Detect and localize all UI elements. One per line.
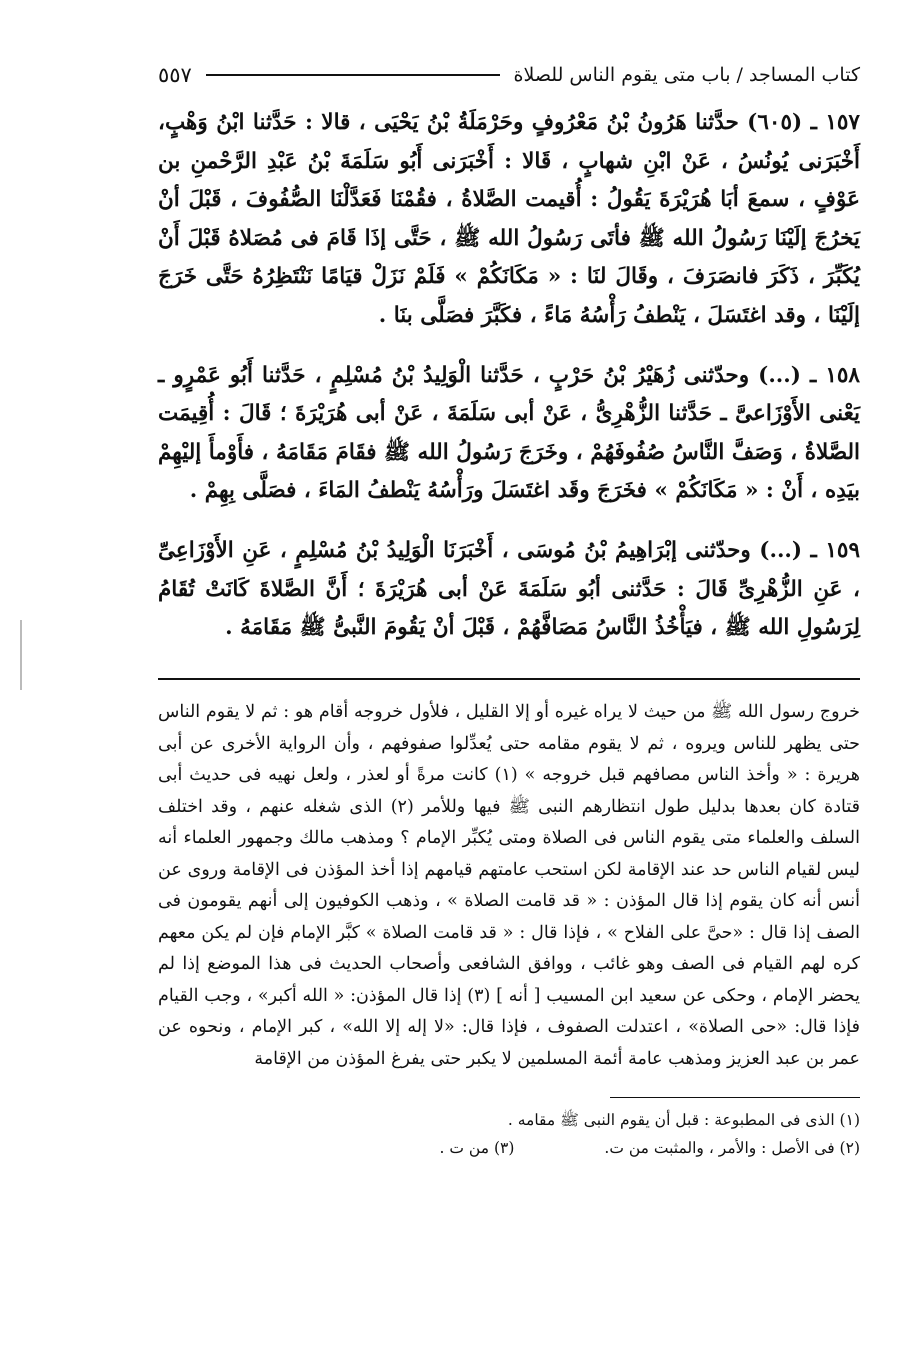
footnote-2-3: [158, 1134, 860, 1162]
hadith-158: [158, 357, 860, 511]
header-rule: [206, 74, 500, 76]
page-number: ٥٥٧: [158, 63, 192, 87]
hadith-text: حدَّثنا هَرُونُ بْنُ مَعْرُوفٍ وحَرْمَلَةُ بْنُ يَحْيَى ، قالا : حَدَّثنا ابْنُ وَهْبٍ، أَخْبَرَنى يُونُسُ ، عَنْ ابْنِ شهابٍ ، قَالا : أَخْبَرَنى أَبُو سَلَمَةَ بْنُ عَبْدِ الرَّحْمنِ بن عَوْفٍ ، سمعَ أبَا هُرَيْرَةَ يَقُولُ : أُقيمت الصَّلاةُ ، فقُمْنَا فَعَدَّلْنَا الصُّفُوفَ ، قَبْلَ أنْ يَخرُجَ إلَيْنَا رَسُولُ الله ﷺ فأتَى رَسُولُ الله ﷺ ، حَتَّى إذَا قَامَ فى مُصَلاهُ قَبْلَ أَنْ يُكَبِّرَ ، ذَكَرَ فانصَرَفَ ، وقَالَ لنَا : « مَكَانَكُمْ » فَلَمْ نَزَلْ قيَامًا نَنْتَظِرُهُ حَتَّى خَرَجَ إلَيْنَا ، وقد اغتَسَلَ ، يَنْطفُ رَأْسُهُ مَاءً ، فكَبَّرَ فصَلَّى بنَا .: [158, 110, 860, 328]
commentary-text: خروج رسول الله ﷺ من حيث لا يراه غيره أو إلا القليل ، فلأول خروجه أقام هو : ثم لا يقوم الناس حتى يظهر للناس ويروه ، ثم لا يقوم مقامه حتى يُعدِّلوا صفوفهم ، وأن الرواية الأخرى عن أبى هريرة : « وأخذ الناس مصافهم قبل خروجه » (١) كانت مرةً أو لعذر ، ولعل نهيه فى حديث أبى قتادة كان بعدها بدليل طول انتظارهم النبى ﷺ فيها وللأمر (٢) الذى شغله عنهم ، وقد اختلف السلف والعلماء متى يقوم الناس فى الصلاة ومتى يُكبِّر الإمام ؟ ومذهب مالك وجمهور العلماء أنه ليس لقيام الناس حد عند الإقامة لكن استحب عامتهم قيامهم إذا أخذ المؤذن فى الإقامة وروى عن أنس أنه كان يقوم إذا قال المؤذن : « قد قامت الصلاة » ، وذهب الكوفيون إلى أنهم يقومون فى الصف إذا قال : «حىَّ على الفلاح » ، فإذا قال : « قد قامت الصلاة » كبَّر الإمام فإن لم يكن معهم كره لهم القيام فى الصف وهو غائب ، ووافق الشافعى وأصحاب الحديث فى هذا الموضع إذا لم يحضر الإمام ، وحكى عن سعيد ابن المسيب [ أنه ] (٣) إذا قال المؤذن: « الله أكبر» ، وجب القيام فإذا قال: «حى الصلاة» ، اعتدلت الصفوف ، فإذا قال: «لا إله إلا الله» ، كبر الإمام ، ونحوه عن عمر بن عبد العزيز ومذهب عامة أئمة المسلمين لا يكبر حتى يفرغ المؤذن من الإقامة: [158, 702, 860, 1069]
hadith-text: وحدّثنى إبْرَاهِيمُ بْنُ مُوسَى ، أَخْبَرَنَا الْوَلِيدُ بْنُ مُسْلِمٍ ، عَنِ الأَوْزَاعِىِّ ، عَنِ الزُّهْرِىِّ قَالَ : حَدَّثنى أبُو سَلَمَةَ عَنْ أبى هُرَيْرَةَ ؛ أَنَّ الصَّلاةَ كَانَتْ تُقَامُ لِرَسُولِ الله ﷺ ، فيَأْخُذُ النَّاسُ مَصَافَّهُمْ ، قَبْلَ أنْ يَقُومَ النَّبىُّ ﷺ مَقَامَهُ .: [158, 538, 860, 640]
footnotes: [158, 1106, 860, 1162]
book-page: [158, 58, 860, 1339]
commentary-separator: [158, 678, 860, 680]
hadith-number: ١٥٩ ـ (...): [759, 538, 860, 563]
footnote-2-text: (٢) فى الأصل : والأمر ، والمثبت من ت.: [604, 1139, 860, 1157]
hadith-text: وحدّثنى زُهَيْرُ بْنُ حَرْبٍ ، حَدَّثنا الْوَلِيدُ بْنُ مُسْلِمٍ ، حَدَّثنا أَبُو عَمْرٍو ـ يَعْنى الأَوْزَاعىَّ ـ حَدَّثنا الزُّهْرِىُّ ، عَنْ أبى سَلَمَةَ ، عَنْ أبى هُرَيْرَةَ ؛ قَالَ : أُقِيمَت الصَّلاةُ ، وَصَفَّ النَّاسُ صُفُوفَهُمْ ، وخَرَجَ رَسُولُ الله ﷺ فقَامَ مَقَامَهُ ، فأَوْمأَ إليْهِمْ بيَدِه ، أَنْ : « مَكَانَكُمْ » فخَرَجَ وقَد اغتَسَلَ ورَأْسُهُ يَنْطفُ المَاءَ ، فصَلَّى بِهِمْ .: [158, 362, 860, 503]
running-header: [158, 58, 860, 92]
footnote-separator: [610, 1097, 860, 1098]
footnote-1-text: (١) الذى فى المطبوعة : قبل أن يقوم النبى ﷺ مقامه .: [507, 1111, 860, 1129]
hadith-number: ١٥٨ ـ (...): [758, 362, 860, 388]
hadith-number: ١٥٧ ـ (٦٠٥): [747, 110, 860, 135]
hadith-159: [158, 532, 860, 648]
scan-artifact: [20, 620, 22, 690]
running-title: كتاب المساجد / باب متى يقوم الناس للصلاة: [513, 64, 860, 86]
footnote-1: [158, 1106, 860, 1134]
footnote-3-text: (٣) من ت .: [439, 1139, 515, 1157]
footnote-gap: [514, 1134, 604, 1162]
hadith-157: [158, 104, 860, 335]
